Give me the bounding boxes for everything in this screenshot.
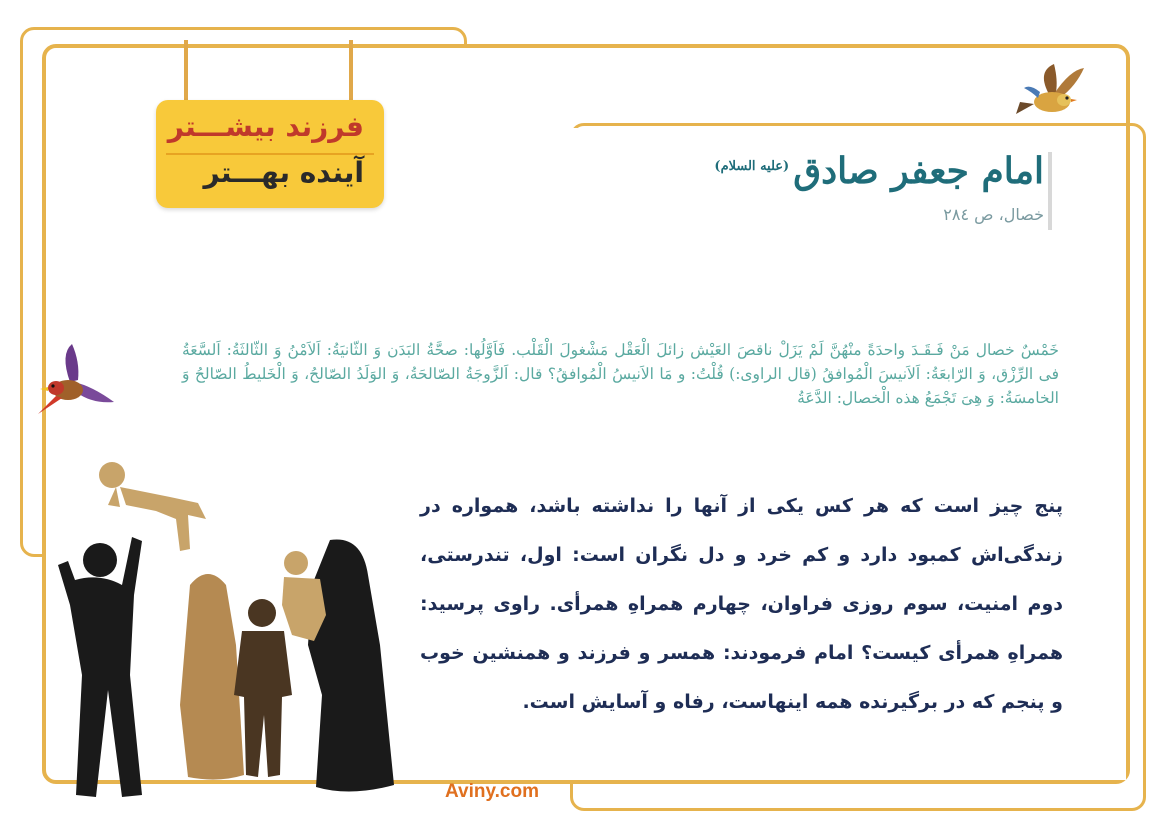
family-silhouette [30,445,405,815]
sign-rope-right [349,40,353,104]
slogan-line-1: فرزند بیشـــتر [167,110,364,143]
hadith-translation: پنج چیز است که هر کس یکی از آنها را نداشته باشد، همواره در زندگی‌اش کمبود دارد و کم خرد و دل نگران است: اول، تندرستی، دوم امنیت، سوم روزی فراوان، چهارم همراهِ همرأی. راوی پرسید: همراهِ همرأی کیست؟ امام فرمودند: همسر و فرزند و همنشین خوب و پنجم که در برگیرنده همه اینهاست، رفاه و آسایش است. [420,495,1063,713]
sign-rope-left [184,40,188,104]
site-credit: Aviny.com [445,781,539,802]
author-name: امام جعفر صادق [793,150,1044,192]
bird-icon [34,342,118,418]
author-divider [1048,152,1052,230]
sign-divider [166,153,374,155]
author-title [714,150,1044,192]
slogan-line-2: آینده بهـــتر [203,156,364,189]
hadith-source: خصال، ص ۲۸٤ [943,205,1044,224]
bird-icon [1010,62,1092,124]
hadith-arabic: خَمْسٌ خصال مَنْ فَـقَـدَ واحدَةً منْهُنَّ لَمْ يَزَلْ ناقصَ العَيْش زائلَ الْعَقْل مَشْغولَ الْقَلْب. فَاَوَّلُها: صحَّةُ البَدَن وَ الثّانيَةُ: اَلاَمْنُ وَ الثّالثَةُ: اَلسَّعَةُ فی الرِّزْق، وَ الرّابعَةُ: اَلاَنیسَ الْمُوافقُ (قال الراوی:) قُلْتُ: و مَا الاَنیسُ الْمُوافقُ؟ قال: اَلزَّوجَةُ الصّالحَةُ، وَ الوَلَدُ الصّالحُ، وَ الْخَلیطُ الصّالحُ وَ الخامسَةُ: وَ هِیَ تَجْمَعُ هذه الْخصال: الدَّعَةُ [182,341,1059,407]
slogan-sign [156,100,384,208]
author-honorific: (علیه السلام) [714,159,790,174]
